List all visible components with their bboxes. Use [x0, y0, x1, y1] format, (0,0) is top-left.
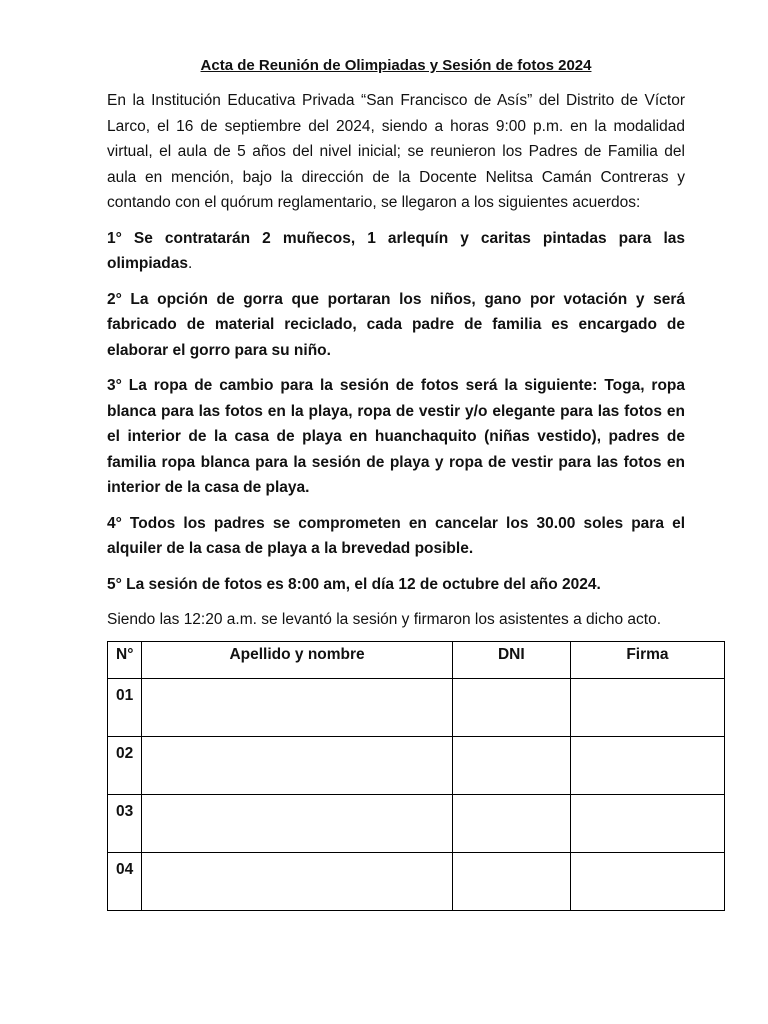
agreement-5: 5° La sesión de fotos es 8:00 am, el día 12 de octubre del año 2024.	[107, 575, 601, 593]
row-number: 04	[108, 853, 142, 911]
agreement-3: 3° La ropa de cambio para la sesión de fotos será la siguiente: Toga, ropa blanca para las fotos en la playa, ropa de vestir y/o elegante para las fotos en el interior de la casa de playa en huanchaquito (niñas vestido), padres de familia ropa blanca para la sesión de playa y ropa de vestir para las fotos en interior de la casa de playa.	[107, 377, 685, 496]
closing-paragraph: Siendo las 12:20 a.m. se levantó la sesión y firmaron los asistentes a dicho acto.	[107, 611, 661, 628]
dni-cell	[452, 737, 570, 795]
dni-cell	[452, 679, 570, 737]
table-row	[108, 795, 725, 853]
name-cell	[142, 795, 452, 853]
agreement-2: 2° La opción de gorra que portaran los niños, gano por votación y será fabricado de material reciclado, cada padre de familia es encargado de elaborar el gorro para su niño.	[107, 290, 685, 359]
header-name: Apellido y nombre	[142, 642, 452, 679]
signature-table-header-row	[108, 642, 725, 679]
agreement-1-text: 1° Se contratarán 2 muñecos, 1 arlequín y caritas pintadas para las olimpiadas	[107, 229, 685, 272]
document-page	[107, 56, 685, 633]
dni-cell	[452, 795, 570, 853]
row-number: 03	[108, 795, 142, 853]
table-row	[108, 679, 725, 737]
document-title: Acta de Reunión de Olimpiadas y Sesión de fotos 2024	[200, 57, 592, 74]
agreement-4: 4° Todos los padres se comprometen en cancelar los 30.00 soles para el alquiler de la casa de playa a la brevedad posible.	[107, 514, 685, 557]
signature-cell	[570, 737, 724, 795]
table-row	[108, 853, 725, 911]
signature-cell	[570, 679, 724, 737]
intro-paragraph: En la Institución Educativa Privada “San Francisco de Asís” del Distrito de Víctor Larco, el 16 de septiembre del 2024, siendo a horas 9:00 p.m. en la modalidad virtual, el aula de 5 años del nivel inicial; se reunieron los Padres de Familia del aula en mención, bajo la dirección de la Docente Nelitsa Camán Contreras y contando con el quórum reglamentario, se llegaron a los siguientes acuerdos:	[107, 92, 685, 211]
dni-cell	[452, 853, 570, 911]
header-dni: DNI	[452, 642, 570, 679]
name-cell	[142, 853, 452, 911]
row-number: 02	[108, 737, 142, 795]
agreement-1	[107, 226, 685, 277]
table-row	[108, 737, 725, 795]
agreement-1-period: .	[187, 255, 193, 272]
signature-cell	[570, 795, 724, 853]
header-number: N°	[108, 642, 142, 679]
name-cell	[142, 737, 452, 795]
signature-table	[107, 641, 725, 911]
header-signature: Firma	[570, 642, 724, 679]
signature-cell	[570, 853, 724, 911]
name-cell	[142, 679, 452, 737]
row-number: 01	[108, 679, 142, 737]
